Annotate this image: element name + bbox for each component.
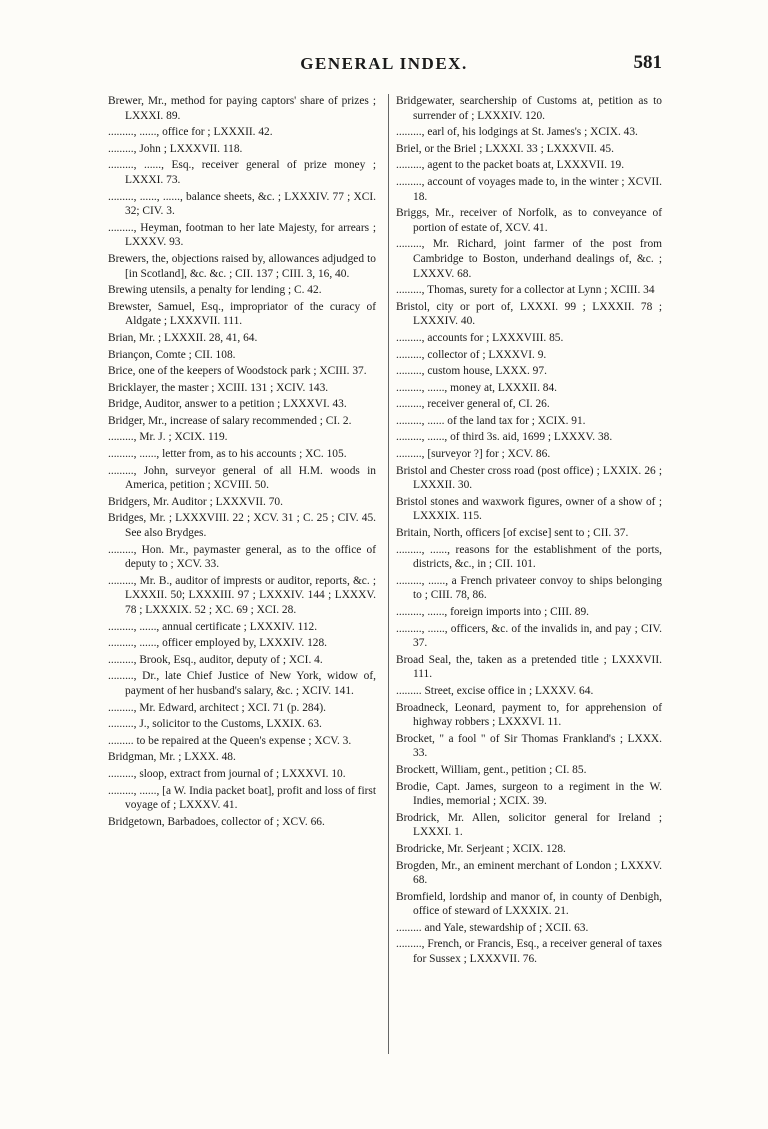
- index-entry: ........., J., solicitor to the Customs, LXXIX. 63.: [108, 718, 322, 731]
- index-entry: ......... Street, excise office in ; LXXXV. 64.: [396, 684, 594, 697]
- index-entry: ........., Dr., late Chief Justice of New York, widow of, payment of her husband's salary, &c. ; XCIV. 141.: [108, 670, 376, 697]
- index-entry: Bridgetown, Barbadoes, collector of ; XCV. 66.: [108, 815, 325, 828]
- index-entry: ........., ......, foreign imports into ; CIII. 89.: [396, 606, 589, 618]
- index-entry: ........., custom house, LXXX. 97.: [396, 365, 547, 378]
- index-entry: Brodricke, Mr. Serjeant ; XCIX. 128.: [396, 842, 566, 855]
- index-entry: ......... and Yale, stewardship of ; XCII. 63.: [396, 921, 589, 934]
- index-entry: ........., ......, of third 3s. aid, 1699 ; LXXXV. 38.: [396, 431, 613, 444]
- index-entry: ........., John ; LXXXVII. 118.: [108, 142, 243, 155]
- index-entry: Bristol and Chester cross road (post office) ; LXXIX. 26 ; LXXXII. 30.: [396, 464, 662, 492]
- index-entry: Brian, Mr. ; LXXXII. 28, 41, 64.: [108, 331, 258, 344]
- index-entry: Bristol stones and waxwork figures, owner of a show of ; LXXXIX. 115.: [396, 495, 662, 523]
- index-entry: ........., agent to the packet boats at, LXXXVII. 19.: [396, 159, 625, 172]
- index-entry: ........., ......, letter from, as to his accounts ; XC. 105.: [108, 448, 347, 461]
- index-entry: ........., ......, annual certificate ; LXXXIV. 112.: [108, 620, 318, 633]
- index-entry: Bridgers, Mr. Auditor ; LXXXVII. 70.: [108, 495, 283, 508]
- index-entry: Bromfield, lordship and manor of, in county of Denbigh, office of steward of LXXXIX. 21.: [396, 890, 662, 918]
- index-column-right: [396, 94, 662, 969]
- index-entry: Bridger, Mr., increase of salary recommended ; CI. 2.: [108, 414, 352, 427]
- index-entry: ........., ......, reasons for the establishment of the ports, districts, &c., in ; CII. 101.: [396, 543, 662, 571]
- index-entry: ........., Hon. Mr., paymaster general, as to the office of deputy to ; XCV. 33.: [108, 543, 376, 571]
- index-entry: ........., Mr. B., auditor of imprests or auditor, reports, &c. ; LXXXII. 50; LXXXIII. 97 ; LXXXIV. 144 ; LXXXV. 78 ; LXXXIX. 52 ; XC. 69 ; XCI. 28.: [108, 574, 376, 616]
- index-entry: ........., account of voyages made to, in the winter ; XCVII. 18.: [396, 175, 662, 203]
- index-entry: Brice, one of the keepers of Woodstock park ; XCIII. 37.: [108, 365, 367, 378]
- index-entry: ........., accounts for ; LXXXVIII. 85.: [396, 331, 564, 344]
- index-entry: ........., collector of ; LXXXVI. 9.: [396, 348, 547, 361]
- index-entry: Bricklayer, the master ; XCIII. 131 ; XCIV. 143.: [108, 381, 329, 394]
- index-entry: Bridgman, Mr. ; LXXX. 48.: [108, 751, 236, 764]
- index-entry: Brewster, Samuel, Esq., impropriator of the curacy of Aldgate ; LXXXVII. 111.: [108, 300, 376, 328]
- index-entry: ......... to be repaired at the Queen's expense ; XCV. 3.: [108, 734, 352, 747]
- index-entry: ........., French, or Francis, Esq., a receiver general of taxes for Sussex ; LXXXVII. 76.: [396, 938, 662, 966]
- index-entry: ........., Mr. J. ; XCIX. 119.: [108, 431, 228, 444]
- index-entry: ........., earl of, his lodgings at St. James's ; XCIX. 43.: [396, 126, 638, 139]
- index-entry: ........., ...... of the land tax for ; XCIX. 91.: [396, 414, 586, 427]
- index-entry: ........., ......, Esq., receiver general of prize money ; LXXXI. 73.: [108, 159, 376, 186]
- index-entry: ........., [surveyor ?] for ; XCV. 86.: [396, 448, 551, 461]
- index-entry: Brocket, " a fool " of Sir Thomas Frankland's ; LXXX. 33.: [396, 732, 662, 760]
- index-entry: ........., ......, office for ; LXXXII. 42.: [108, 126, 273, 139]
- index-entry: ........., ......, a French privateer convoy to ships belonging to ; CIII. 78, 86.: [396, 574, 662, 602]
- index-entry: Brockett, William, gent., petition ; CI. 85.: [396, 763, 587, 776]
- index-entry: ........., John, surveyor general of all H.M. woods in America, petition ; XCVIII. 50.: [108, 464, 376, 492]
- index-entry: ........., sloop, extract from journal of ; LXXXVI. 10.: [108, 767, 346, 780]
- index-entry: Brodie, Capt. James, surgeon to a regiment in the W. Indies, memorial ; XCIX. 39.: [396, 780, 662, 808]
- index-entry: Bridgewater, searchership of Customs at, petition as to surrender of ; LXXXIV. 120.: [396, 95, 662, 122]
- index-entry: ........., ......, money at, LXXXII. 84.: [396, 381, 558, 394]
- index-entry: Bridges, Mr. ; LXXXVIII. 22 ; XCV. 31 ; C. 25 ; CIV. 45. See also Brydges.: [108, 512, 376, 540]
- index-entry: ........., ......, officer employed by, LXXXIV. 128.: [108, 637, 328, 650]
- running-title: GENERAL INDEX.: [300, 54, 468, 73]
- index-entry: Broadneck, Leonard, payment to, for apprehension of highway robbers ; LXXXVI. 11.: [396, 701, 662, 729]
- index-entry: Britain, North, officers [of excise] sent to ; CII. 37.: [396, 527, 629, 540]
- index-entry: ........., Heyman, footman to her late Majesty, for arrears ; LXXXV. 93.: [108, 221, 376, 249]
- index-entry: Brewing utensils, a penalty for lending ; C. 42.: [108, 284, 322, 297]
- page-header: [0, 52, 768, 82]
- index-entry: Bridge, Auditor, answer to a petition ; LXXXVI. 43.: [108, 398, 347, 411]
- index-entry: Broad Seal, the, taken as a pretended title ; LXXXVII. 111.: [396, 653, 662, 681]
- index-entry: ........., Thomas, surety for a collector at Lynn ; XCIII. 34: [396, 284, 655, 297]
- index-entry: Brewers, the, objections raised by, allowances adjudged to [in Scotland], &c. &c. ; CII. 137 ; CIII. 3, 16, 40.: [108, 252, 376, 280]
- index-entry: Briggs, Mr., receiver of Norfolk, as to conveyance of portion of estate of, XCV. 41.: [396, 207, 662, 234]
- index-entry: ........., Mr. Richard, joint farmer of the post from Cambridge to Boston, underhand dealings of, &c. ; LXXXV. 68.: [396, 238, 662, 280]
- index-entry: Brogden, Mr., an eminent merchant of London ; LXXXV. 68.: [396, 859, 662, 887]
- index-entry: ........., Mr. Edward, architect ; XCI. 71 (p. 284).: [108, 701, 326, 714]
- index-entry: ........., ......, ......, balance sheets, &c. ; LXXXIV. 77 ; XCI. 32; CIV. 3.: [108, 190, 376, 218]
- column-divider: [388, 94, 389, 1054]
- index-entry: ........., ......, [a W. India packet boat], profit and loss of first voyage of ; LXXXV. 41.: [108, 784, 376, 812]
- index-entry: Briel, or the Briel ; LXXXI. 33 ; LXXXVII. 45.: [396, 142, 614, 155]
- index-column-left: [108, 94, 376, 831]
- index-entry: ........., receiver general of, CI. 26.: [396, 398, 550, 411]
- page-number: 581: [633, 52, 662, 73]
- index-entry: Briançon, Comte ; CII. 108.: [108, 348, 236, 361]
- index-entry: Brodrick, Mr. Allen, solicitor general for Ireland ; LXXXI. 1.: [396, 811, 662, 839]
- index-entry: ........., Brook, Esq., auditor, deputy of ; XCI. 4.: [108, 653, 323, 666]
- index-entry: Bristol, city or port of, LXXXI. 99 ; LXXXII. 78 ; LXXXIV. 40.: [396, 300, 662, 328]
- index-entry: Brewer, Mr., method for paying captors' share of prizes ; LXXXI. 89.: [108, 95, 376, 122]
- index-entry: ........., ......, officers, &c. of the invalids in, and pay ; CIV. 37.: [396, 622, 662, 650]
